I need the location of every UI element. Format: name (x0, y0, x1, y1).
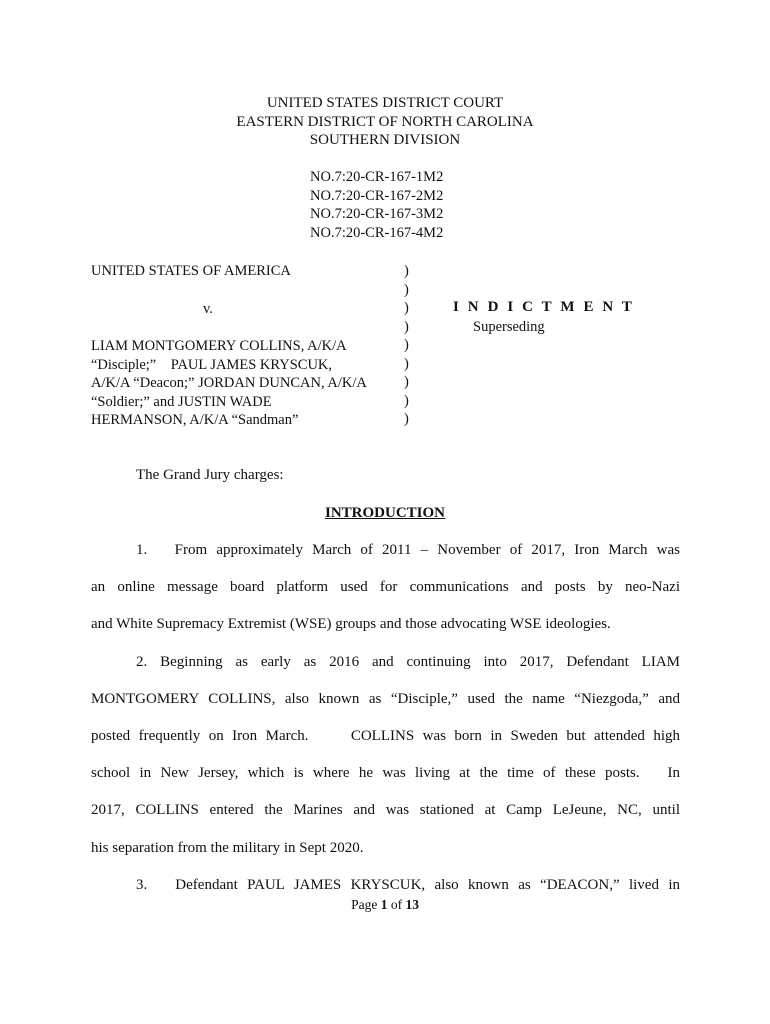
body-line (91, 606, 680, 643)
court-division: SOUTHERN DIVISION (309, 132, 461, 148)
document-subtitle: Superseding (473, 319, 545, 335)
body-line-text: 2. Beginning as early as 2016 and continuing into 2017, Defendant LIAM (136, 653, 680, 670)
case-number: NO.7:20-CR-167-4M2 (310, 224, 444, 241)
footer-page-label: Page (351, 897, 378, 912)
body-text (91, 532, 680, 904)
court-district: EASTERN DISTRICT OF NORTH CAROLINA (236, 113, 534, 130)
body-line-text: his separation from the military in Sept 2020. (91, 839, 364, 856)
caption-paren: ) (404, 281, 409, 298)
caption-paren: ) (404, 337, 409, 353)
court-name: UNITED STATES DISTRICT COURT (266, 95, 504, 111)
caption-paren: ) (404, 355, 409, 372)
body-line (91, 792, 680, 829)
body-line-text: and White Supremacy Extremist (WSE) groups and those advocating WSE ideologies. (91, 616, 611, 633)
body-line (91, 644, 680, 681)
charges-intro: The Grand Jury charges: (136, 467, 284, 483)
caption-plaintiff: UNITED STATES OF AMERICA (91, 263, 291, 279)
caption-paren: ) (404, 318, 409, 335)
body-line (91, 830, 680, 867)
body-line-text: 1. From approximately March of 2011 – November of 2017, Iron March was (136, 542, 680, 558)
footer-total-pages: 13 (405, 897, 419, 912)
court-header (0, 94, 770, 150)
caption-paren-column (404, 262, 409, 429)
body-line (91, 532, 680, 569)
caption-paren: ) (404, 374, 409, 390)
footer-of-label: of (390, 897, 403, 912)
caption-paren: ) (404, 300, 409, 316)
body-line (91, 681, 680, 718)
caption-defendants (91, 337, 367, 430)
caption-paren: ) (404, 392, 409, 409)
document-title: I N D I C T M E N T (453, 299, 635, 315)
body-line (91, 755, 680, 792)
caption-defendant-line: A/K/A “Deacon;” JORDAN DUNCAN, A/K/A (91, 375, 367, 391)
case-number-block (310, 168, 443, 242)
footer-current-page: 1 (380, 897, 388, 912)
body-line-text: posted frequently on Iron March. COLLINS was born in Sweden but attended high (91, 727, 680, 744)
body-line (91, 569, 680, 606)
case-number: NO.7:20-CR-167-2M2 (310, 187, 444, 204)
body-line-text: MONTGOMERY COLLINS, also known as “Disciple,” used the name “Niezgoda,” and (91, 690, 680, 707)
caption-paren: ) (404, 263, 409, 279)
caption-versus: v. (203, 301, 213, 317)
page-footer (0, 897, 770, 913)
case-number: NO.7:20-CR-167-3M2 (310, 206, 444, 222)
body-line-text: 2017, COLLINS entered the Marines and was stationed at Camp LeJeune, NC, until (91, 802, 680, 819)
caption-defendant-line: HERMANSON, A/K/A “Sandman” (91, 412, 299, 428)
body-line-text: an online message board platform used for communications and posts by neo-Nazi (91, 579, 680, 596)
caption-paren: ) (404, 411, 409, 427)
case-number: NO.7:20-CR-167-1M2 (310, 169, 444, 185)
body-line (91, 718, 680, 755)
caption-defendant-line: “Soldier;” and JUSTIN WADE (91, 393, 272, 410)
caption-defendant-line: LIAM MONTGOMERY COLLINS, A/K/A (91, 338, 347, 354)
caption-defendant-line: “Disciple;” PAUL JAMES KRYSCUK, (91, 356, 333, 373)
body-line-text: school in New Jersey, which is where he was living at the time of these posts. In (91, 765, 680, 782)
section-heading: INTRODUCTION (324, 505, 445, 521)
body-line-text: 3. Defendant PAUL JAMES KRYSCUK, also known as “DEACON,” lived in (136, 876, 680, 893)
